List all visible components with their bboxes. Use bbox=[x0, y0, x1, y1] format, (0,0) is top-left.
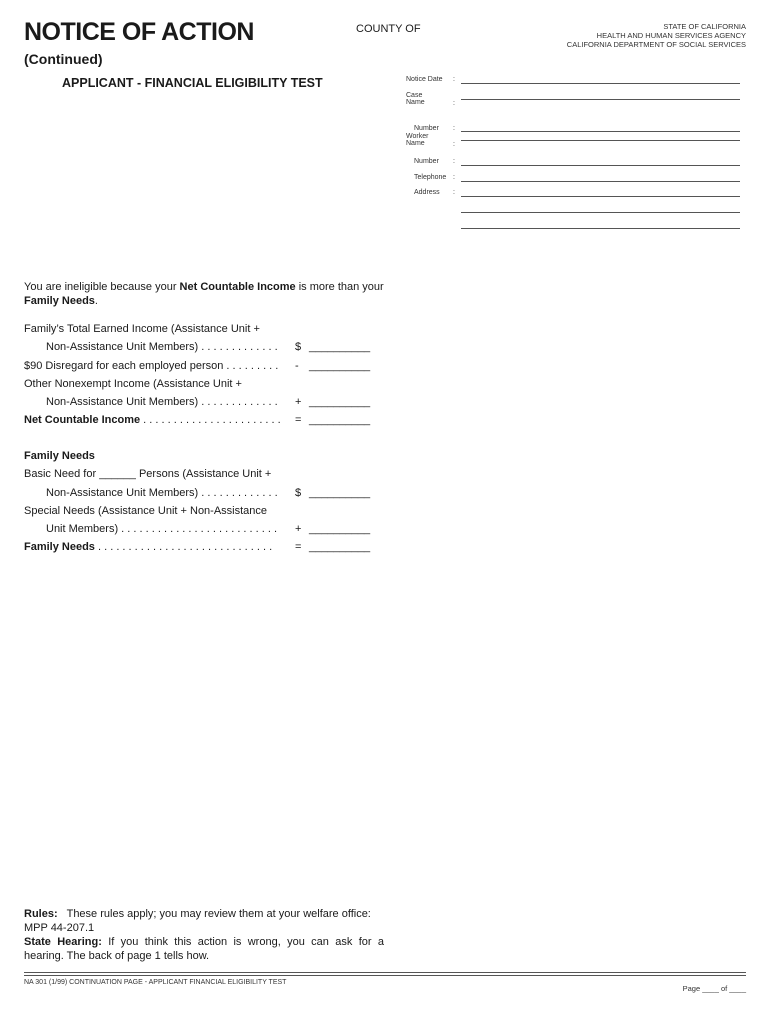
row-label: Unit Members) . . . . . . . . . . . . . . . . . . . . . . . . . . bbox=[46, 523, 278, 536]
operator-sign: - bbox=[295, 359, 299, 372]
net-countable-income-row bbox=[24, 414, 374, 432]
form-id: NA 301 (1/99) CONTINUATION PAGE - APPLICANT FINANCIAL ELIGIBILITY TEST bbox=[24, 979, 287, 986]
operator-sign: = bbox=[295, 541, 302, 554]
page-subtitle: (Continued) bbox=[24, 51, 103, 67]
row-label: Non-Assistance Unit Members) . . . . . . . . . . . . . bbox=[46, 396, 278, 409]
operator-sign: = bbox=[295, 414, 302, 427]
statement-text: is more than your bbox=[295, 281, 384, 293]
row-label: Basic Need for ______ Persons (Assistance Unit + bbox=[24, 468, 272, 481]
rules-label: Rules: bbox=[24, 908, 58, 920]
operator-sign: + bbox=[295, 396, 302, 409]
row-label: Special Needs (Assistance Unit + Non-Assistance bbox=[24, 504, 268, 517]
field-label: Number bbox=[414, 158, 439, 165]
field-colon: : bbox=[453, 189, 455, 196]
ineligibility-statement bbox=[24, 280, 384, 308]
family-needs-heading: Family Needs bbox=[24, 450, 95, 462]
amount-blank[interactable]: __________ bbox=[309, 359, 371, 372]
agency-line-hhs: HEALTH AND HUMAN SERVICES AGENCY bbox=[596, 31, 746, 40]
row-label: Family’s Total Earned Income (Assistance Unit + bbox=[24, 323, 260, 335]
amount-blank[interactable]: __________ bbox=[309, 414, 371, 427]
rules-text: These rules apply; you may review them at your welfare office: bbox=[57, 908, 371, 920]
field-colon: : bbox=[453, 158, 455, 165]
row-label: $90 Disregard for each employed person . . . . . . . . . bbox=[24, 359, 279, 372]
row-label bbox=[24, 414, 281, 426]
rules-line bbox=[24, 907, 384, 921]
field-colon: : bbox=[453, 125, 455, 132]
earned-income-row bbox=[24, 323, 374, 341]
field-line[interactable] bbox=[461, 228, 740, 229]
state-hearing-label: State Hearing: bbox=[24, 936, 102, 948]
county-label: COUNTY OF bbox=[356, 23, 421, 35]
operator-sign: $ bbox=[295, 341, 302, 354]
special-needs-row bbox=[24, 505, 374, 523]
field-line[interactable] bbox=[461, 212, 740, 213]
field-colon: : bbox=[453, 140, 455, 148]
notice-date-field[interactable] bbox=[406, 76, 740, 92]
field-line[interactable] bbox=[461, 196, 740, 197]
leader-dots: . . . . . . . . . . . . . . . . . . . . . . . . . . . . . bbox=[94, 541, 273, 554]
operator-sign: + bbox=[295, 523, 302, 536]
address-field[interactable] bbox=[406, 189, 740, 205]
row-label bbox=[24, 541, 272, 553]
amount-blank[interactable]: __________ bbox=[309, 541, 371, 554]
disregard-row bbox=[24, 360, 374, 378]
statement-text: You are ineligible because your bbox=[24, 281, 180, 293]
nonexempt-income-amount-row bbox=[24, 396, 374, 414]
agency-line-state: STATE OF CALIFORNIA bbox=[663, 22, 746, 31]
operator-sign: $ bbox=[295, 486, 302, 499]
case-number-field[interactable] bbox=[406, 107, 740, 132]
field-line[interactable] bbox=[461, 140, 740, 141]
nonexempt-income-row bbox=[24, 378, 374, 396]
field-colon: : bbox=[453, 76, 455, 83]
agency-line-cdss: CALIFORNIA DEPARTMENT OF SOCIAL SERVICES bbox=[566, 40, 746, 49]
field-line[interactable] bbox=[461, 165, 740, 166]
address-line-3[interactable] bbox=[406, 221, 740, 237]
page-number: Page ____ of ____ bbox=[682, 984, 746, 993]
footer-divider bbox=[24, 972, 746, 973]
field-line[interactable] bbox=[461, 83, 740, 84]
family-needs-calculation bbox=[24, 450, 374, 560]
family-needs-total-row bbox=[24, 541, 374, 559]
mpp-reference: MPP 44-207.1 bbox=[24, 922, 95, 934]
field-colon: : bbox=[453, 173, 455, 181]
field-colon: : bbox=[453, 99, 455, 107]
footer-divider bbox=[24, 975, 746, 976]
special-needs-amount-row bbox=[24, 523, 374, 541]
worker-number-field[interactable] bbox=[406, 158, 740, 174]
earned-income-amount-row bbox=[24, 341, 374, 359]
state-hearing-text: If you think this action is wrong, you can ask for a hearing. The back of page 1 tells how. bbox=[24, 936, 384, 962]
section-title: APPLICANT - FINANCIAL ELIGIBILITY TEST bbox=[62, 76, 323, 90]
row-label: Non-Assistance Unit Members) . . . . . . . . . . . . . bbox=[46, 486, 278, 499]
amount-blank[interactable]: __________ bbox=[309, 486, 371, 499]
field-label: Worker Name bbox=[406, 132, 429, 147]
amount-blank[interactable]: __________ bbox=[309, 341, 371, 354]
field-label: Case Name bbox=[406, 91, 425, 106]
notice-info-fields bbox=[406, 76, 740, 237]
state-hearing-line bbox=[24, 935, 384, 963]
basic-need-row bbox=[24, 468, 374, 486]
field-line[interactable] bbox=[461, 181, 740, 182]
field-label: Number bbox=[414, 125, 439, 132]
statement-text: . bbox=[94, 295, 98, 307]
statement-bold-needs: Family Needs bbox=[24, 295, 95, 307]
field-line[interactable] bbox=[461, 99, 740, 100]
income-calculation bbox=[24, 323, 374, 433]
net-income-label: Net Countable Income bbox=[24, 414, 141, 427]
field-label: Notice Date bbox=[406, 76, 443, 83]
rules-section bbox=[24, 907, 384, 963]
page-title: NOTICE OF ACTION bbox=[24, 18, 254, 46]
family-needs-heading-row bbox=[24, 450, 374, 468]
row-label: Other Nonexempt Income (Assistance Unit + bbox=[24, 377, 242, 390]
address-line-2[interactable] bbox=[406, 205, 740, 221]
statement-bold-income: Net Countable Income bbox=[179, 281, 296, 293]
case-name-field[interactable] bbox=[406, 92, 740, 108]
agency-block bbox=[567, 22, 746, 49]
field-label: Address bbox=[414, 189, 440, 196]
amount-blank[interactable]: __________ bbox=[309, 523, 371, 536]
telephone-field[interactable] bbox=[406, 174, 740, 190]
field-label: Telephone bbox=[414, 173, 447, 181]
basic-need-amount-row bbox=[24, 487, 374, 505]
worker-name-field[interactable] bbox=[406, 133, 740, 149]
amount-blank[interactable]: __________ bbox=[309, 396, 371, 409]
family-needs-total-label: Family Needs bbox=[24, 541, 95, 554]
leader-dots: . . . . . . . . . . . . . . . . . . . . . . . bbox=[140, 414, 281, 427]
row-label: Non-Assistance Unit Members) . . . . . . . . . . . . . bbox=[46, 341, 278, 354]
